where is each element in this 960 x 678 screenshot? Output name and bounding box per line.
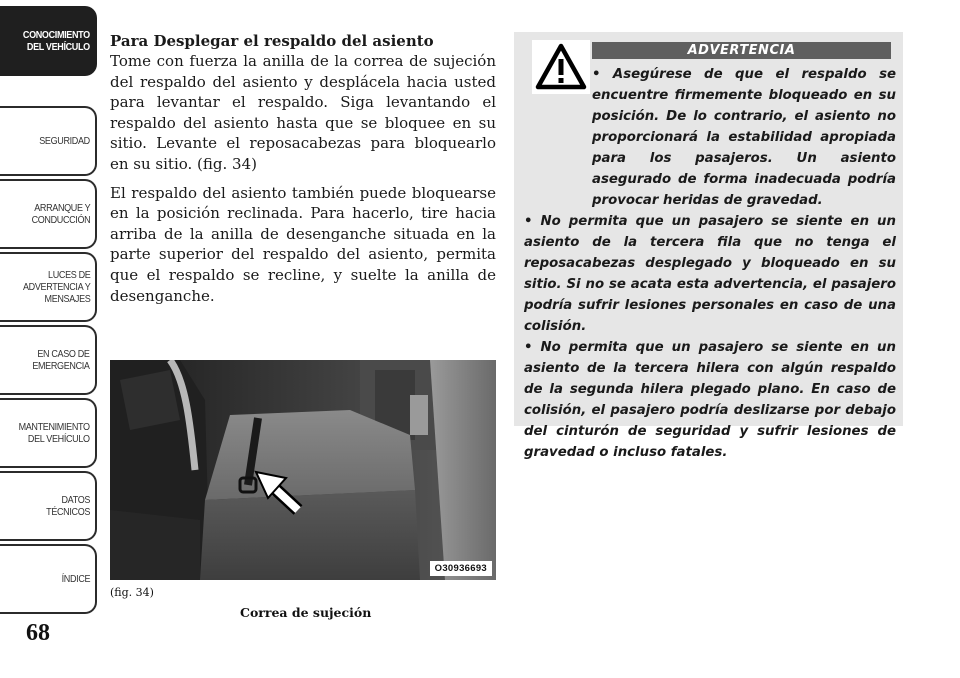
warning-box: [514, 32, 903, 460]
tab-luces[interactable]: [0, 252, 97, 322]
figure-code: O30936693: [430, 561, 492, 576]
warning-title: ADVERTENCIA: [592, 42, 891, 59]
paragraph: El respaldo del asiento también puede bloquearse en la posición reclinada. Para hacerlo, tire hacia arriba de la anilla de desenganche situada en la parte superior del respaldo del asiento, permita que el respaldo se recline, y suelte la anilla de desenganche.: [110, 183, 496, 305]
tab-label: ÍNDICE: [61, 573, 90, 585]
seat-photo-illustration: [110, 360, 496, 580]
tab-arranque[interactable]: [0, 179, 97, 249]
tab-indice[interactable]: [0, 544, 97, 614]
figure-seat-strap: [110, 360, 496, 580]
warning-body: [524, 64, 896, 463]
tab-datos[interactable]: [0, 471, 97, 541]
section-heading: Para Desplegar el respaldo del asiento: [110, 32, 434, 50]
tab-label: ARRANQUE Y CONDUCCIÓN: [31, 202, 90, 226]
main-text: [110, 32, 496, 306]
chapter-tabs: [0, 0, 100, 620]
tab-conocimiento[interactable]: [0, 6, 97, 76]
figure-caption: Correa de sujeción: [240, 605, 372, 620]
tab-label: EN CASO DE EMERGENCIA: [32, 348, 90, 372]
tab-seguridad[interactable]: [0, 106, 97, 176]
figure-label: (fig. 34): [110, 586, 154, 599]
tab-label: LUCES DE ADVERTENCIA Y MENSAJES: [22, 269, 90, 305]
tab-label: CONOCIMIENTO DEL VEHÍCULO: [23, 29, 90, 53]
warning-item: • No permita que un pasajero se siente en un asiento de la tercera hilera con algún respaldo de la segunda hilera plegado plano. En caso de colisión, el pasajero podría deslizarse por debajo del cinturón de seguridad y sufrir lesiones de gravedad o incluso fatales.: [524, 340, 896, 460]
tab-label: DATOS TÉCNICOS: [46, 494, 90, 518]
tab-label: MANTENIMIENTO DEL VEHÍCULO: [18, 421, 90, 445]
warning-item: • Asegúrese de que el respaldo se encuentre firmemente bloqueado en su posición. De lo contrario, el asiento no proporcionará la estabilidad apropiada para los pasajeros. Un asiento asegurado de forma inadecuada podría provocar heridas de gravedad.: [592, 67, 896, 208]
tab-label: SEGURIDAD: [39, 135, 90, 147]
warning-item: • No permita que un pasajero se siente en un asiento de la tercera fila que no tenga el reposacabezas desplegado y bloqueado en su sitio. Si no se acata esta advertencia, el pasajero podría sufrir lesiones personales en caso de una colisión.: [524, 214, 896, 334]
paragraph: Tome con fuerza la anilla de la correa de sujeción del respaldo del asiento y desplácela hacia usted para levantar el respaldo. Siga levantando el respaldo del asiento hasta que se bloquee en su sitio. Levante el reposacabezas para bloquearlo en su sitio. (fig. 34): [110, 52, 496, 173]
page-number: 68: [26, 620, 50, 646]
tab-mantenimiento[interactable]: [0, 398, 97, 468]
tab-emergencia[interactable]: [0, 325, 97, 395]
